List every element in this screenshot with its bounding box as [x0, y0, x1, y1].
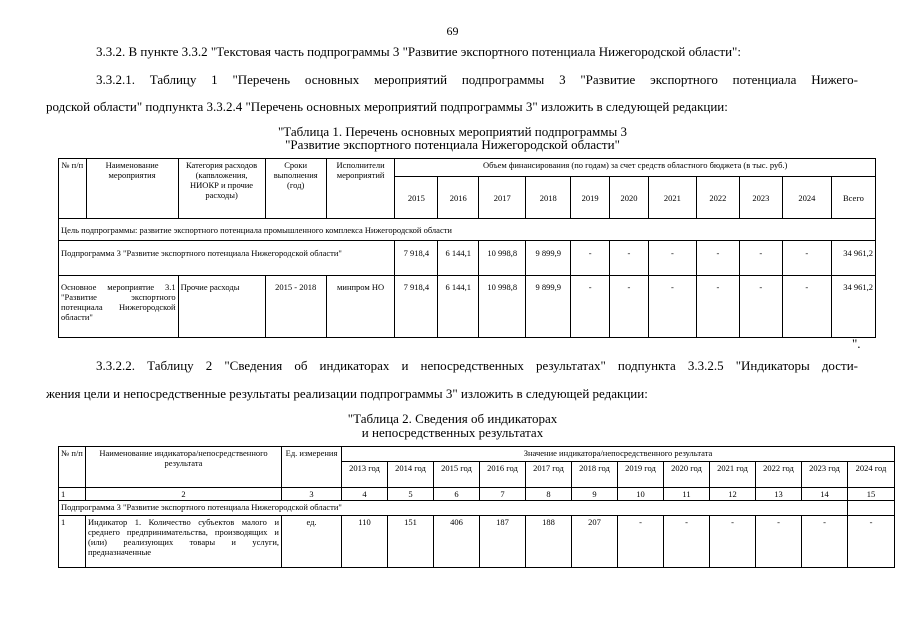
table1-program-name: Подпрограмма 3 "Развитие экспортного потенциала Нижегородской области": [59, 241, 395, 276]
table2-year-cell: 2024 год: [848, 462, 895, 488]
table2-title-line1: "Таблица 2. Сведения об индикаторах: [347, 411, 558, 426]
table2: [58, 446, 895, 568]
table2-year-cell: 2019 год: [618, 462, 664, 488]
table1-value-cell: -: [648, 276, 696, 338]
table1-year-cell: 2017: [479, 177, 526, 219]
table2-header-num: № п/п: [59, 447, 86, 488]
table2-colnum-cell: 6: [434, 488, 480, 501]
table2-indicator-unit: ед.: [282, 516, 342, 568]
table2-colnum-cell: 11: [664, 488, 710, 501]
table2-indicator-num: 1: [59, 516, 86, 568]
table1-value-cell: 9 899,9: [526, 241, 571, 276]
table1-goal-row: [59, 219, 876, 241]
table2-value-cell: 406: [434, 516, 480, 568]
table1-value-cell: 6 144,1: [438, 276, 479, 338]
paragraph-3-3-2-1-line2: родской области" подпункта 3.3.2.4 "Перечень основных мероприятий подпрограммы 3" изложить в следующей редакции:: [46, 99, 728, 114]
table2-value-cell: -: [618, 516, 664, 568]
table1-year-cell: 2015: [395, 177, 438, 219]
table1-value-cell: -: [696, 241, 739, 276]
table2-colnum-cell: 14: [802, 488, 848, 501]
table2-year-cell: 2015 год: [434, 462, 480, 488]
table2-colnum-cell: 8: [526, 488, 572, 501]
table2-year-cell: 2017 год: [526, 462, 572, 488]
table1-value-cell: 7 918,4: [395, 276, 438, 338]
table2-colnum-cell: 7: [480, 488, 526, 501]
table1-year-cell: 2016: [438, 177, 479, 219]
table1-header-row: [59, 159, 876, 177]
table2-value-cell: -: [756, 516, 802, 568]
table2-colnum-cell: 1: [59, 488, 86, 501]
table2-value-cell: -: [802, 516, 848, 568]
table2-colnum-cell: 15: [848, 488, 895, 501]
table2-colnum-cell: 3: [282, 488, 342, 501]
table2-colnum-cell: 5: [388, 488, 434, 501]
table2-colnum-cell: 12: [710, 488, 756, 501]
table1-header-terms: Сроки выполнения (год): [265, 159, 326, 219]
table1-value-cell: -: [571, 276, 610, 338]
table1-activity-row: [59, 276, 876, 338]
table1-year-cell: 2023: [739, 177, 782, 219]
paragraph-3-3-2-2-line2: жения цели и непосредственные результаты реализации подпрограммы 3" изложить в следующей редакции:: [46, 386, 648, 401]
table1-total-cell: 34 961,2: [831, 241, 875, 276]
table1-value-cell: 7 918,4: [395, 241, 438, 276]
table2-value-cell: 207: [572, 516, 618, 568]
table2-program-row: [59, 501, 895, 516]
table1-year-cell: 2018: [526, 177, 571, 219]
paragraph-3-3-2-1-line1: 3.3.2.1. Таблицу 1 "Перечень основных мероприятий подпрограммы 3 "Развитие экспортного потенциала Нижего-: [96, 72, 858, 87]
table2-value-cell: -: [710, 516, 756, 568]
table1: [58, 158, 876, 338]
table1-title-line1: "Таблица 1. Перечень основных мероприятий подпрограммы 3: [277, 124, 627, 139]
table1-activity-terms: 2015 - 2018: [265, 276, 326, 338]
table2-year-cell: 2020 год: [664, 462, 710, 488]
table2-colnum-cell: 9: [572, 488, 618, 501]
table2-indicator-name: Индикатор 1. Количество субъектов малого и среднего предпринимательства, производящих и (или) реализующих товары и услуги, предназначенные: [86, 516, 282, 568]
table1-value-cell: 10 998,8: [479, 276, 526, 338]
table1-year-cell: 2021: [648, 177, 696, 219]
table2-value-cell: 187: [480, 516, 526, 568]
table1-value-cell: -: [610, 241, 649, 276]
paragraph-3-3-2-2-line1: 3.3.2.2. Таблицу 2 "Сведения об индикаторах и непосредственных результатах" подпункта 3.3.2.5 "Индикаторы дости-: [96, 358, 858, 373]
table1-value-cell: -: [610, 276, 649, 338]
table1-value-cell: 6 144,1: [438, 241, 479, 276]
table2-year-cell: 2018 год: [572, 462, 618, 488]
table1-header-category: Категория расходов (капвложения, НИОКР и прочие расходы): [178, 159, 265, 219]
table1-value-cell: -: [696, 276, 739, 338]
table2-year-cell: 2022 год: [756, 462, 802, 488]
table1-value-cell: -: [782, 241, 831, 276]
table1-year-cell: 2019: [571, 177, 610, 219]
table1-closing-quote: ".: [852, 336, 861, 351]
table1-header-funding: Объем финансирования (по годам) за счет средств областного бюджета (в тыс. руб.): [395, 159, 876, 177]
paragraph-3-3-2: 3.3.2. В пункте 3.3.2 "Текстовая часть подпрограммы 3 "Развитие экспортного потенциала Нижегородской области":: [96, 44, 741, 59]
table2-year-cell: 2023 год: [802, 462, 848, 488]
table1-value-cell: -: [648, 241, 696, 276]
table2-value-cell: 188: [526, 516, 572, 568]
table1-title-line2: "Развитие экспортного потенциала Нижегородской области": [285, 137, 620, 152]
table2-colnum-cell: 10: [618, 488, 664, 501]
table1-value-cell: 9 899,9: [526, 276, 571, 338]
table2-value-cell: 110: [342, 516, 388, 568]
table2-colnum-cell: 2: [86, 488, 282, 501]
table2-colnum-row: [59, 488, 895, 501]
table2-program-empty-cell: [848, 501, 895, 516]
table1-header-executors: Исполнители мероприятий: [326, 159, 395, 219]
table2-header-unit: Ед. измерения: [282, 447, 342, 488]
table1-activity-category: Прочие расходы: [178, 276, 265, 338]
table2-year-cell: 2016 год: [480, 462, 526, 488]
table2-value-cell: 151: [388, 516, 434, 568]
table2-colnum-cell: 13: [756, 488, 802, 501]
table2-title-line2: и непосредственных результатах: [361, 425, 544, 440]
table1-activity-executor: минпром НО: [326, 276, 395, 338]
table1-total-cell: 34 961,2: [831, 276, 875, 338]
table2-year-cell: 2014 год: [388, 462, 434, 488]
table2-value-cell: -: [664, 516, 710, 568]
table2-header-name: Наименование индикатора/непосредственного результата: [86, 447, 282, 488]
table1-program-row: [59, 241, 876, 276]
table1-activity-name: Основное мероприятие 3.1 "Развитие экспортного потенциала Нижегородской области": [59, 276, 179, 338]
table1-header-num: № п/п: [59, 159, 87, 219]
table1-value-cell: 10 998,8: [479, 241, 526, 276]
table1-total-header: Всего: [831, 177, 875, 219]
table1-goal-cell: Цель подпрограммы: развитие экспортного потенциала промышленного комплекса Нижегородской области: [59, 219, 876, 241]
table1-year-cell: 2020: [610, 177, 649, 219]
table1-year-cell: 2022: [696, 177, 739, 219]
table1-value-cell: -: [739, 276, 782, 338]
page-number: 69: [446, 24, 459, 38]
table1-header-name: Наименование мероприятия: [86, 159, 178, 219]
table2-year-cell: 2021 год: [710, 462, 756, 488]
table2-header-row: [59, 447, 895, 462]
table2-value-cell: -: [848, 516, 895, 568]
table1-value-cell: -: [571, 241, 610, 276]
table2-program-cell: Подпрограмма 3 "Развитие экспортного потенциала Нижегородской области": [59, 501, 848, 516]
table2-colnum-cell: 4: [342, 488, 388, 501]
table1-value-cell: -: [739, 241, 782, 276]
table2-year-cell: 2013 год: [342, 462, 388, 488]
table1-value-cell: -: [782, 276, 831, 338]
table2-indicator-row: [59, 516, 895, 568]
table1-year-cell: 2024: [782, 177, 831, 219]
table2-header-values: Значение индикатора/непосредственного результата: [342, 447, 895, 462]
